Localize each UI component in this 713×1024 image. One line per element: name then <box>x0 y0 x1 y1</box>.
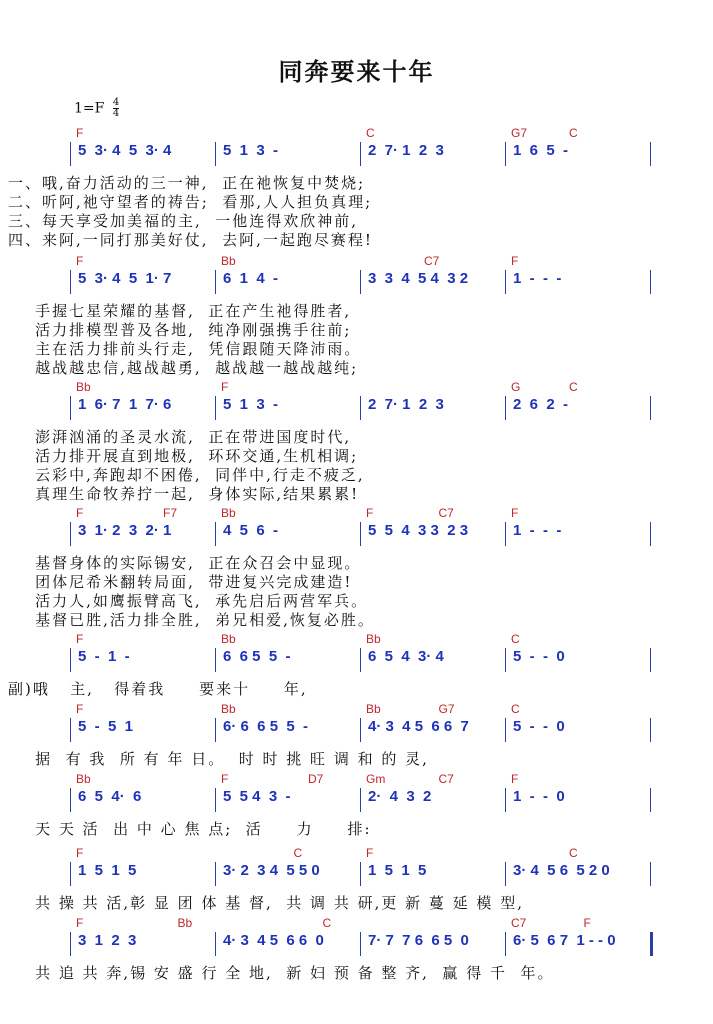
measure-notes: 6 5 4· 6 <box>78 788 142 805</box>
score-system <box>8 702 660 769</box>
chord-symbol: G7 <box>511 126 528 140</box>
lyric-line: 二、听阿,祂守望者的祷告; 看那,人人担负真理; <box>8 193 373 211</box>
chord-symbol: F <box>76 126 84 140</box>
measure-notes: 5 - 5 1 <box>78 718 134 735</box>
chord-symbol: C7 <box>438 506 454 520</box>
barline <box>505 522 506 546</box>
key-label: 1=F <box>74 100 105 117</box>
lyric-line: 澎湃汹涌的圣灵水流, 正在带进国度时代, <box>8 428 352 446</box>
lyric-line: 活力人,如鹰振臂高飞, 承先启后两营军兵。 <box>8 592 369 610</box>
chord-symbol: Bb <box>221 702 236 716</box>
lyric-line: 手握七星荣耀的基督, 正在产生祂得胜者, <box>8 302 352 320</box>
chord-symbol: F7 <box>163 506 178 520</box>
chord-symbol: F <box>366 506 374 520</box>
measure-notes: 1 - - 0 <box>513 788 565 805</box>
measure-notes: 1 5 1 5 <box>78 862 137 879</box>
lyric-line: 共 操 共 活,彰 显 团 体 基 督, 共 调 共 研,更 新 蔓 延 模 型, <box>8 894 524 912</box>
notation-row <box>60 862 660 886</box>
measure-notes: 5 - - 0 <box>513 718 565 735</box>
barline <box>505 270 506 294</box>
measure-notes: 4· 3 4 5 6 6 7 <box>368 718 469 735</box>
lyrics-block <box>8 174 660 250</box>
chord-symbol: F <box>76 254 84 268</box>
chord-symbol: C7 <box>424 254 440 268</box>
score-system <box>8 632 660 699</box>
barline <box>70 270 71 294</box>
barline <box>360 718 361 742</box>
chord-symbol: C7 <box>438 772 454 786</box>
measure-notes: 1 6 5 - <box>513 142 569 159</box>
score-system <box>8 126 660 250</box>
chord-symbol: C <box>322 916 332 930</box>
lyric-line: 云彩中,奔跑却不困倦, 同伴中,行走不疲乏, <box>8 466 365 484</box>
song-title: 同奔要来十年 <box>278 58 435 86</box>
chord-symbol: Bb <box>221 632 236 646</box>
lyric-line: 真理生命牧养拧一起, 身体实际,结果累累! <box>8 485 360 503</box>
lyrics-block <box>8 554 660 630</box>
key-signature <box>74 98 119 119</box>
chord-symbol: Bb <box>177 916 193 930</box>
measure-notes: 2 7· 1 2 3 <box>368 142 444 159</box>
lyrics-block <box>8 964 660 983</box>
chord-symbol: F <box>76 846 84 860</box>
lyrics-block <box>8 302 660 378</box>
barline <box>505 396 506 420</box>
chord-symbol: C <box>293 846 303 860</box>
score-system <box>8 506 660 630</box>
time-numerator: 4 <box>112 97 120 108</box>
chord-symbol: C <box>511 632 520 646</box>
measure-notes: 5 - 1 - <box>78 648 130 665</box>
measure-notes: 6 1 4 - <box>223 270 279 287</box>
measure-notes: 3 3 4 5 4 3 2 <box>368 270 469 287</box>
barline <box>215 862 216 886</box>
chord-symbol: F <box>221 772 229 786</box>
lyric-line: 据 有 我 所 有 年 日。 时 时 挑 旺 调 和 的 灵, <box>8 750 429 768</box>
chord-row <box>60 126 660 142</box>
chord-symbol: C <box>569 380 578 394</box>
notation-row <box>60 522 660 546</box>
chord-row <box>60 916 660 932</box>
barline <box>505 932 506 956</box>
chord-symbol: Bb <box>76 380 91 394</box>
measure-notes: 1 - - - <box>513 270 562 287</box>
barline <box>360 788 361 812</box>
measure-notes: 5 1 3 - <box>223 142 279 159</box>
measure-notes: 6 5 4 3· 4 <box>368 648 444 665</box>
barline <box>650 788 651 812</box>
chord-symbol: D7 <box>308 772 324 786</box>
chord-symbol: Gm <box>366 772 386 786</box>
notation-row <box>60 396 660 420</box>
chord-symbol: F <box>76 506 84 520</box>
chord-symbol: Bb <box>366 632 381 646</box>
measure-notes: 5 5 4 3 - <box>223 788 291 805</box>
chord-row <box>60 380 660 396</box>
chord-symbol: F <box>511 506 519 520</box>
measure-notes: 5 3· 4 5 3· 4 <box>78 142 172 159</box>
chord-row <box>60 846 660 862</box>
barline <box>215 788 216 812</box>
notation-row <box>60 142 660 166</box>
barline <box>215 718 216 742</box>
measure-notes: 5 3· 4 5 1· 7 <box>78 270 172 287</box>
measure-notes: 2 7· 1 2 3 <box>368 396 444 413</box>
barline <box>505 648 506 672</box>
lyric-line: 四、来阿,一同打那美好仗, 去阿,一起跑尽赛程! <box>8 231 373 249</box>
chord-symbol: F <box>511 254 519 268</box>
lyric-line: 一、哦,奋力活动的三一神, 正在祂恢复中焚烧; <box>8 174 366 192</box>
barline <box>360 932 361 956</box>
barline <box>70 142 71 166</box>
chord-symbol: F <box>366 846 374 860</box>
barline <box>650 932 653 956</box>
barline <box>650 862 651 886</box>
chord-symbol: Bb <box>366 702 381 716</box>
measure-notes: 2 6 2 - <box>513 396 569 413</box>
chord-symbol: Bb <box>221 506 236 520</box>
notation-row <box>60 718 660 742</box>
barline <box>215 932 216 956</box>
measure-notes: 2· 4 3 2 <box>368 788 432 805</box>
measure-notes: 4· 3 4 5 6 6 0 <box>223 932 324 949</box>
barline <box>215 522 216 546</box>
notation-row <box>60 788 660 812</box>
lyric-line: 共 追 共 奔,锡 安 盛 行 全 地, 新 妇 预 备 整 齐, 赢 得 千 年。 <box>8 964 555 982</box>
chord-symbol: G7 <box>438 702 455 716</box>
chord-row <box>60 772 660 788</box>
barline <box>70 862 71 886</box>
time-denominator: 4 <box>112 108 120 119</box>
notation-row <box>60 270 660 294</box>
chord-symbol: C <box>511 702 520 716</box>
chord-row <box>60 506 660 522</box>
barline <box>70 396 71 420</box>
measure-notes: 1 - - - <box>513 522 562 539</box>
chord-symbol: F <box>221 380 229 394</box>
chord-symbol: Bb <box>76 772 91 786</box>
barline <box>360 648 361 672</box>
lyrics-block <box>8 750 660 769</box>
lyric-line: 主在活力排前头行走, 凭信跟随天降沛雨。 <box>8 340 362 358</box>
lyric-line: 天 天 活 出 中 心 焦 点; 活 力 排: <box>8 820 372 838</box>
barline <box>360 522 361 546</box>
barline <box>70 788 71 812</box>
lyric-line: 三、每天享受加美福的主, 一他连得欢欣神前, <box>8 212 359 230</box>
measure-notes: 3· 4 5 6 5 2 0 <box>513 862 610 879</box>
lyrics-block <box>8 820 660 839</box>
chord-symbol: C <box>366 126 375 140</box>
chord-symbol: C7 <box>511 916 527 930</box>
lyric-line: 越战越忠信,越战越勇, 越战越一越战越纯; <box>8 359 359 377</box>
barline <box>70 522 71 546</box>
chord-row <box>60 254 660 270</box>
chord-symbol: F <box>583 916 591 930</box>
lyric-line: 基督身体的实际锡安, 正在众召会中显现。 <box>8 554 362 572</box>
barline <box>505 718 506 742</box>
notation-row <box>60 648 660 672</box>
barline <box>215 142 216 166</box>
barline <box>505 862 506 886</box>
measure-notes: 1 6· 7 1 7· 6 <box>78 396 172 413</box>
barline <box>70 932 71 956</box>
lyric-line: 活力排模型普及各地, 纯净刚强携手往前; <box>8 321 352 339</box>
lyric-line: 活力排开展直到地极, 环环交通,生机相调; <box>8 447 359 465</box>
barline <box>360 862 361 886</box>
lyric-line: 团体尼希米翻转局面, 带进复兴完成建造! <box>8 573 353 591</box>
score-system <box>8 916 660 983</box>
lyrics-block <box>8 428 660 504</box>
chord-row <box>60 702 660 718</box>
measure-notes: 1 5 1 5 <box>368 862 427 879</box>
measure-notes: 3 1· 2 3 2· 1 <box>78 522 172 539</box>
barline <box>360 142 361 166</box>
score-system <box>8 380 660 504</box>
barline <box>650 396 651 420</box>
lyric-line: 基督已胜,活力排全胜, 弟兄相爱,恢复必胜。 <box>8 611 375 629</box>
chord-symbol: F <box>511 772 519 786</box>
lyric-line: 副)哦 主, 得着我 要来十 年, <box>8 680 308 698</box>
chord-symbol: F <box>76 632 84 646</box>
barline <box>215 396 216 420</box>
barline <box>70 648 71 672</box>
barline <box>505 788 506 812</box>
barline <box>215 270 216 294</box>
measure-notes: 3· 2 3 4 5 5 0 <box>223 862 320 879</box>
barline <box>70 718 71 742</box>
measure-notes: 6· 6 6 5 5 - <box>223 718 309 735</box>
measure-notes: 3 1 2 3 <box>78 932 137 949</box>
chord-row <box>60 632 660 648</box>
chord-symbol: Bb <box>221 254 236 268</box>
measure-notes: 5 1 3 - <box>223 396 279 413</box>
score-system <box>8 254 660 378</box>
chord-symbol: C <box>569 846 578 860</box>
barline <box>360 270 361 294</box>
measure-notes: 7· 7 7 6 6 5 0 <box>368 932 469 949</box>
lyrics-block <box>8 894 660 913</box>
barline <box>650 270 651 294</box>
barline <box>215 648 216 672</box>
measure-notes: 6 6 5 5 - <box>223 648 291 665</box>
barline <box>650 522 651 546</box>
lyrics-block <box>8 680 660 699</box>
time-signature <box>113 98 119 119</box>
chord-symbol: G <box>511 380 521 394</box>
score-system <box>8 846 660 913</box>
barline <box>650 648 651 672</box>
score-system <box>8 772 660 839</box>
chord-symbol: F <box>76 916 84 930</box>
measure-notes: 4 5 6 - <box>223 522 279 539</box>
barline <box>505 142 506 166</box>
barline <box>360 396 361 420</box>
chord-symbol: C <box>569 126 578 140</box>
measure-notes: 6· 5 6 7 1 - - 0 <box>513 932 616 949</box>
barline <box>650 718 651 742</box>
measure-notes: 5 - - 0 <box>513 648 565 665</box>
notation-row <box>60 932 660 956</box>
measure-notes: 5 5 4 3 3 2 3 <box>368 522 469 539</box>
barline <box>650 142 651 166</box>
chord-symbol: F <box>76 702 84 716</box>
